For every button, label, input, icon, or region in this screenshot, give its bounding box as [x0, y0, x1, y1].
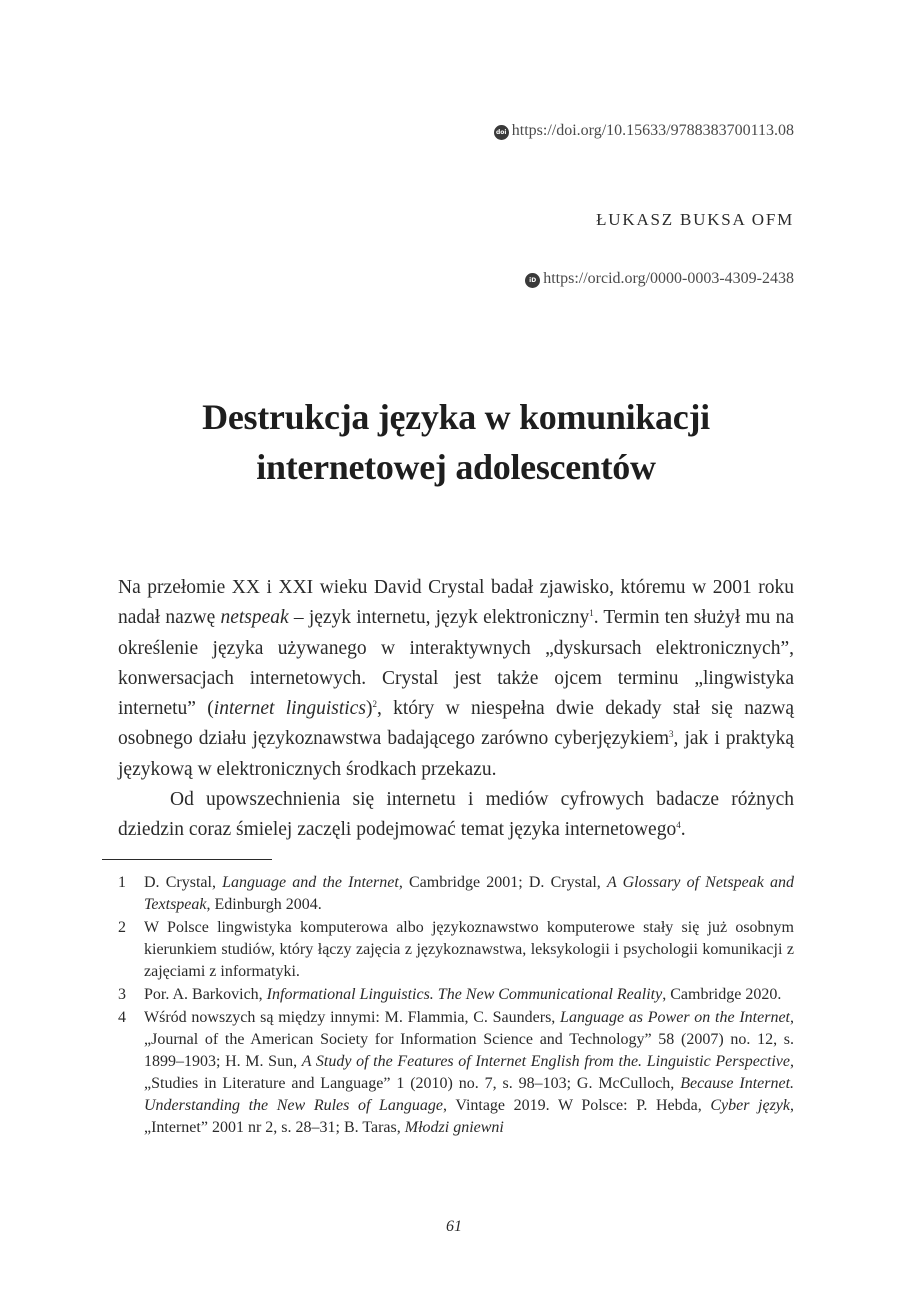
- text-run: , który w niespełna dwie dekady stał się nazwą osobnego działu językoznawstwa badającego zarówno cyberjęzykiem: [118, 698, 794, 750]
- text-run: W Polsce lingwistyka komputerowa albo językoznawstwo komputerowe stały się już osobnym kierunkiem studiów, który łączy zajęcia z językoznawstwa, leksykologii i psychologii komunikacji z zajęciami z informatyki.: [144, 919, 794, 980]
- orcid-link[interactable]: https://orcid.org/0000-0003-4309-2438: [543, 270, 794, 287]
- footnote-separator: [102, 859, 272, 860]
- work-title: Because Internet. Understanding the New Rules of Language: [144, 1075, 795, 1114]
- text-run: Wśród nowszych są między innymi: M. Flammia, C. Saunders,: [144, 1009, 561, 1026]
- footnote-number: 3: [118, 986, 126, 1003]
- text-run: – język internetu, język elektroniczny: [288, 607, 590, 629]
- term-netspeak: netspeak: [220, 607, 289, 629]
- text-run: . Termin ten służył mu na określenie języka używanego w interaktywnych „dyskursach elektronicznych”, konwersacjach internetowych. Crystal jest także ojcem terminu „lingwistyka internetu” (: [118, 607, 794, 720]
- work-title: Cyber język: [710, 1097, 790, 1114]
- body-text: [118, 573, 794, 846]
- text-run: , „Journal of the American Society for Information Science and Technology” 58 (2007) no. 12, s. 1899–1903; H. M. Sun,: [144, 1009, 794, 1070]
- work-title: A Glossary of Netspeak and Textspeak: [144, 874, 794, 913]
- text-run: , Cambridge 2020.: [662, 986, 782, 1003]
- doi-icon: doi: [494, 125, 509, 140]
- footnote-2: [118, 917, 794, 983]
- text-run: , Cambridge 2001; D. Crystal,: [398, 874, 607, 891]
- orcid-line: [420, 270, 794, 288]
- text-run: .: [680, 819, 686, 841]
- text-run: , jak i praktyką językową w elektronicznych środkach przekazu.: [118, 728, 794, 780]
- paragraph-1: [118, 573, 794, 785]
- text-run: , „Internet” 2001 nr 2, s. 28–31; B. Taras,: [144, 1097, 794, 1136]
- text-run: Na przełomie XX i XXI wieku David Crystal badał zjawisko, któremu w 2001 roku nadał nazwę: [118, 577, 794, 629]
- text-run: ): [365, 698, 373, 720]
- footnotes: [118, 872, 794, 1140]
- text-run: , Edinburgh 2004.: [206, 896, 322, 913]
- orcid-icon: iD: [525, 273, 540, 288]
- work-title: Language and the Internet: [222, 874, 399, 891]
- footnote-ref-4[interactable]: 4: [676, 820, 681, 831]
- text-run: D. Crystal,: [144, 874, 223, 891]
- text-run: , Vintage 2019. W Polsce: P. Hebda,: [443, 1097, 711, 1114]
- text-run: Por. A. Barkovich,: [144, 986, 267, 1003]
- page-number: 61: [446, 1218, 462, 1235]
- footnote-1: [118, 872, 794, 916]
- work-title: A Study of the Features of Internet English from the. Linguistic Perspective: [301, 1053, 790, 1070]
- term-internet-linguistics: internet linguistics: [213, 698, 366, 720]
- work-title: Młodzi gniewni: [404, 1119, 504, 1136]
- footnote-ref-2[interactable]: 2: [372, 699, 377, 710]
- work-title: Informational Linguistics. The New Communicational Reality: [266, 986, 663, 1003]
- title-line-2: internetowej adolescentów: [256, 447, 656, 487]
- work-title: Language as Power on the Internet: [560, 1009, 790, 1026]
- footnote-3: [118, 984, 794, 1006]
- doi-line: [420, 122, 794, 140]
- paragraph-2: [118, 785, 794, 846]
- text-run: Od upowszechnienia się internetu i mediów cyfrowych badacze różnych dziedzin coraz śmielej zaczęli podejmować temat języka internetowego: [118, 789, 794, 841]
- footnote-number: 4: [118, 1009, 126, 1026]
- footnote-ref-1[interactable]: 1: [589, 608, 594, 619]
- footnote-4: [118, 1007, 794, 1139]
- text-run: , „Studies in Literature and Language” 1 (2010) no. 7, s. 98–103; G. McCulloch,: [144, 1053, 794, 1092]
- footnote-number: 2: [118, 919, 126, 936]
- article-title: [118, 392, 794, 492]
- title-line-1: Destrukcja języka w komunikacji: [202, 397, 710, 437]
- doi-link[interactable]: https://doi.org/10.15633/9788383700113.08: [511, 122, 794, 139]
- footnote-ref-3[interactable]: 3: [669, 729, 674, 740]
- footnote-number: 1: [118, 874, 126, 891]
- author-name: ŁUKASZ BUKSA OFM: [596, 210, 794, 229]
